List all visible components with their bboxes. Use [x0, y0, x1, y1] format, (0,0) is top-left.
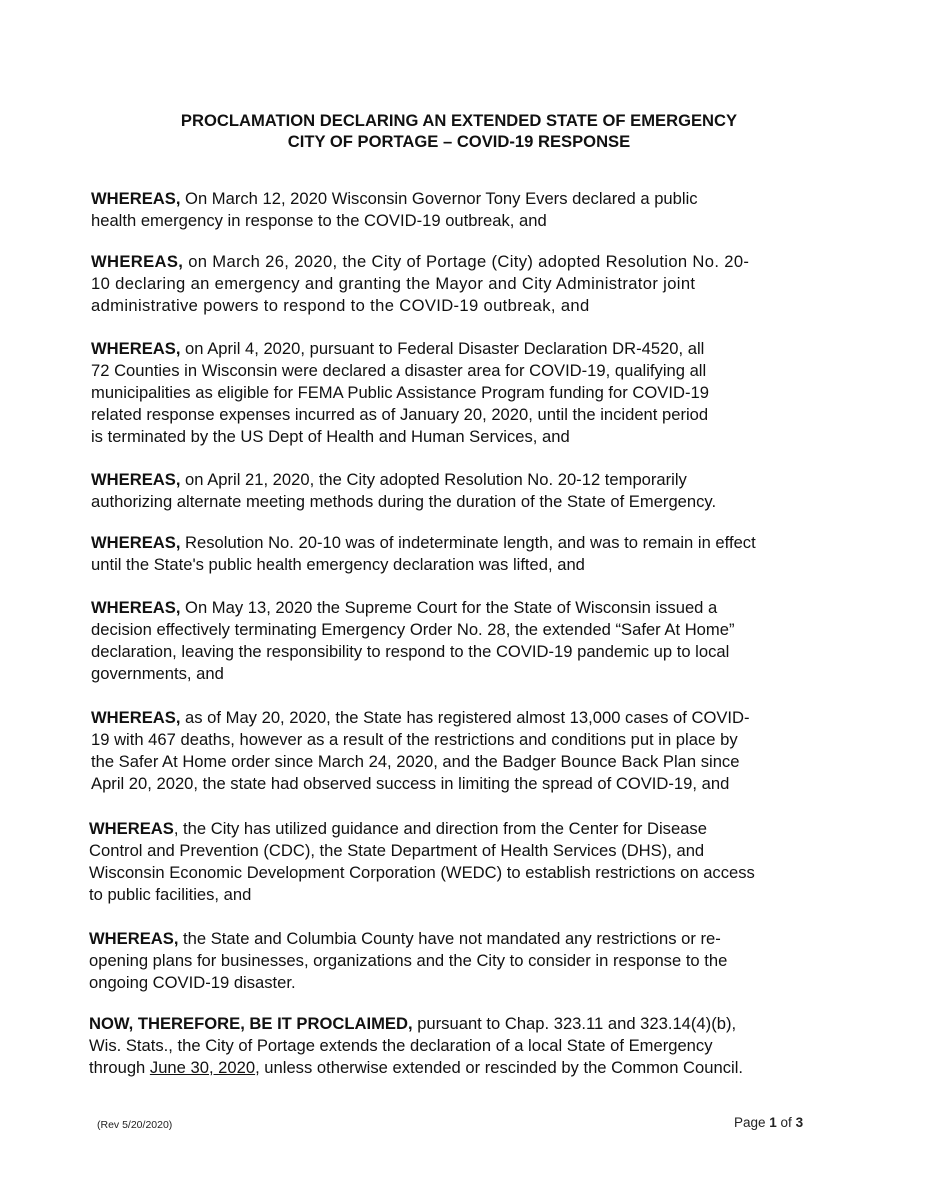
revision-note: (Rev 5/20/2020): [97, 1119, 173, 1131]
paragraph-text: related response expenses incurred as of January 20, 2020, until the incident period: [91, 405, 709, 424]
paragraph-text: 10 declaring an emergency and granting the Mayor and City Administrator joint: [91, 274, 696, 293]
of-word: of: [776, 1115, 796, 1130]
whereas-paragraph-4: [91, 469, 831, 513]
paragraph-text: on April 4, 2020, pursuant to Federal Disaster Declaration DR-4520, all: [180, 339, 705, 358]
whereas-lead: WHEREAS,: [91, 533, 181, 552]
paragraph-text: declaration, leaving the responsibility to respond to the COVID-19 pandemic up to local: [91, 642, 730, 661]
page-number: [734, 1115, 803, 1130]
paragraph-text: on April 21, 2020, the City adopted Resolution No. 20-12 temporarily: [180, 470, 687, 489]
paragraph-text: , the City has utilized guidance and direction from the Center for Disease: [173, 819, 707, 838]
paragraph-text: , unless otherwise extended or rescinded by the Common Council.: [255, 1058, 744, 1077]
paragraph-text: opening plans for businesses, organizations and the City to consider in response to the: [89, 951, 728, 970]
paragraph-text: to public facilities, and: [89, 885, 252, 904]
title-line-2: CITY OF PORTAGE – COVID-19 RESPONSE: [287, 132, 631, 151]
paragraph-text: health emergency in response to the COVID-19 outbreak, and: [91, 211, 547, 230]
paragraph-text: authorizing alternate meeting methods during the duration of the State of Emergency.: [91, 492, 717, 511]
whereas-lead: WHEREAS,: [91, 252, 184, 271]
paragraph-text: On March 12, 2020 Wisconsin Governor Tony Evers declared a public: [180, 189, 698, 208]
paragraph-text: as of May 20, 2020, the State has registered almost 13,000 cases of COVID-: [180, 708, 750, 727]
paragraph-text: Control and Prevention (CDC), the State Department of Health Services (DHS), and: [89, 841, 705, 860]
end-date: June 30, 2020: [149, 1058, 256, 1077]
whereas-lead: WHEREAS: [89, 819, 174, 838]
paragraph-text: ongoing COVID-19 disaster.: [89, 973, 296, 992]
whereas-paragraph-3: [91, 338, 831, 448]
proclamation-lead: NOW, THEREFORE, BE IT PROCLAIMED,: [89, 1014, 413, 1033]
paragraph-text: until the State's public health emergency declaration was lifted, and: [91, 555, 585, 574]
page-total: 3: [795, 1115, 804, 1130]
whereas-lead: WHEREAS,: [91, 470, 181, 489]
whereas-paragraph-1: [91, 188, 831, 232]
whereas-lead: WHEREAS,: [91, 339, 181, 358]
whereas-paragraph-9: [89, 928, 829, 994]
paragraph-text: April 20, 2020, the state had observed success in limiting the spread of COVID-19, and: [91, 774, 730, 793]
paragraph-text: the Safer At Home order since March 24, 2020, and the Badger Bounce Back Plan since: [91, 752, 740, 771]
paragraph-text: 19 with 467 deaths, however as a result of the restrictions and conditions put in place by: [91, 730, 738, 749]
paragraph-text: Resolution No. 20-10 was of indeterminate length, and was to remain in effect: [180, 533, 756, 552]
page-current: 1: [769, 1115, 777, 1130]
paragraph-text: 72 Counties in Wisconsin were declared a disaster area for COVID-19, qualifying all: [91, 361, 707, 380]
paragraph-text: Wisconsin Economic Development Corporation (WEDC) to establish restrictions on access: [89, 863, 755, 882]
paragraph-text: Wis. Stats., the City of Portage extends the declaration of a local State of Emergency: [89, 1036, 713, 1055]
paragraph-text: is terminated by the US Dept of Health and Human Services, and: [91, 427, 570, 446]
whereas-paragraph-8: [89, 818, 829, 906]
whereas-lead: WHEREAS,: [91, 189, 181, 208]
title-line-1: PROCLAMATION DECLARING AN EXTENDED STATE OF EMERGENCY: [180, 111, 738, 130]
whereas-lead: WHEREAS,: [91, 598, 181, 617]
whereas-lead: WHEREAS,: [91, 708, 181, 727]
paragraph-text: municipalities as eligible for FEMA Public Assistance Program funding for COVID-19: [91, 383, 709, 402]
paragraph-text: administrative powers to respond to the COVID-19 outbreak, and: [91, 296, 590, 315]
page-word: Page: [734, 1115, 770, 1130]
whereas-lead: WHEREAS,: [89, 929, 179, 948]
paragraph-text: the State and Columbia County have not mandated any restrictions or re-: [178, 929, 721, 948]
paragraph-text: on March 26, 2020, the City of Portage (City) adopted Resolution No. 20-: [183, 252, 750, 271]
paragraph-text: decision effectively terminating Emergency Order No. 28, the extended “Safer At Home”: [91, 620, 735, 639]
paragraph-text: through: [89, 1058, 150, 1077]
proclamation-paragraph: [89, 1013, 829, 1079]
paragraph-text: pursuant to Chap. 323.11 and 323.14(4)(b),: [412, 1014, 737, 1033]
paragraph-text: governments, and: [91, 664, 224, 683]
whereas-paragraph-5: [91, 532, 831, 576]
paragraph-text: On May 13, 2020 the Supreme Court for the State of Wisconsin issued a: [180, 598, 718, 617]
whereas-paragraph-6: [91, 597, 831, 685]
whereas-paragraph-2: [91, 251, 831, 317]
whereas-paragraph-7: [91, 707, 831, 795]
page-title: [0, 110, 918, 152]
